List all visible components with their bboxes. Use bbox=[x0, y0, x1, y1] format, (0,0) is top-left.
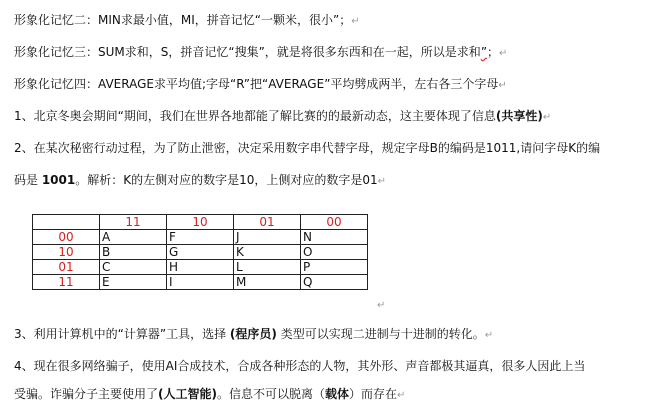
paragraph-mark: ↵ bbox=[484, 330, 494, 341]
row-code-cell: 11 bbox=[33, 275, 100, 290]
paragraph-mark: ↵ bbox=[377, 300, 386, 311]
column-code-cell: 11 bbox=[100, 215, 167, 230]
question-3 bbox=[14, 326, 493, 344]
column-code-cell: 00 bbox=[301, 215, 368, 230]
question-1 bbox=[14, 108, 551, 126]
column-code-cell: 01 bbox=[234, 215, 301, 230]
question-4 bbox=[14, 358, 585, 374]
answer-bold: (共享性) bbox=[495, 109, 543, 123]
question-2 bbox=[14, 140, 600, 156]
letter-cell: P bbox=[301, 260, 368, 275]
text-run: 类型可以实现二进制与十进制的转化。 bbox=[276, 327, 485, 341]
letter-cell: I bbox=[167, 275, 234, 290]
memory-line-sum bbox=[14, 44, 507, 62]
paragraph-mark: ↵ bbox=[397, 390, 406, 401]
table-corner-cell bbox=[33, 215, 100, 230]
text-run: ； bbox=[487, 45, 500, 59]
row-code-cell: 10 bbox=[33, 245, 100, 260]
paragraph-mark: ↵ bbox=[377, 176, 387, 187]
table-row bbox=[33, 260, 368, 275]
letter-cell: L bbox=[234, 260, 301, 275]
answer-bold: 1001 bbox=[41, 173, 76, 187]
question-2-answer bbox=[14, 172, 386, 190]
text-run: 4、现在很多网络骗子，使用AI合成技术，合成各种形态的人物，其外形、声音都极其逼真，很多人因此上当 bbox=[14, 359, 586, 373]
row-code-cell: 01 bbox=[33, 260, 100, 275]
letter-cell: J bbox=[234, 230, 301, 245]
text-run: 。解析：K的左侧对应的数字是10，上侧对应的数字是01 bbox=[75, 173, 378, 187]
text-run: 形象化记忆四：AVERAGE求平均值;字母“R”把“AVERAGE”平均劈成两半，左右各三个字母 bbox=[14, 77, 499, 91]
letter-cell: E bbox=[100, 275, 167, 290]
paragraph-mark: ↵ bbox=[351, 16, 360, 27]
text-run: 1、北京冬奥会期间“期间，我们在世界各地都能了解比赛的的最新动态，这主要体现了信息 bbox=[14, 109, 496, 123]
letter-cell: H bbox=[167, 260, 234, 275]
text-run: 3、利用计算机中的“计算器”工具，选择 bbox=[14, 327, 230, 341]
letter-cell: G bbox=[167, 245, 234, 260]
paragraph-mark: ↵ bbox=[542, 112, 552, 123]
text-run: 。信息不可以脱离（ bbox=[217, 387, 326, 401]
spellcheck-underline: ” bbox=[480, 45, 488, 59]
letter-code-table bbox=[32, 214, 368, 290]
letter-cell: K bbox=[234, 245, 301, 260]
letter-cell: A bbox=[100, 230, 167, 245]
letter-cell: B bbox=[100, 245, 167, 260]
text-run: ）而存在 bbox=[349, 387, 398, 401]
answer-bold: (程序员) bbox=[229, 327, 277, 341]
table-row bbox=[33, 230, 368, 245]
answer-bold: (人工智能) bbox=[158, 387, 217, 401]
table-header-row bbox=[33, 215, 368, 230]
text-run: 2、在某次秘密行动过程，为了防止泄密，决定采用数字串代替字母，规定字母B的编码是1011,请问字母K的编 bbox=[14, 141, 601, 155]
paragraph-mark: ↵ bbox=[499, 48, 508, 59]
letter-cell: N bbox=[301, 230, 368, 245]
question-4-answer bbox=[14, 386, 405, 404]
text-run: 码是 bbox=[14, 173, 42, 187]
column-code-cell: 10 bbox=[167, 215, 234, 230]
letter-cell: Q bbox=[301, 275, 368, 290]
memory-line-min bbox=[14, 12, 360, 30]
letter-cell: F bbox=[167, 230, 234, 245]
text-run: 受骗。诈骗分子主要使用了 bbox=[14, 387, 159, 401]
answer-bold: 载体 bbox=[325, 387, 350, 401]
paragraph-mark: ↵ bbox=[498, 80, 507, 91]
letter-cell: C bbox=[100, 260, 167, 275]
letter-cell: O bbox=[301, 245, 368, 260]
letter-cell: M bbox=[234, 275, 301, 290]
text-run: 形象化记忆三：SUM求和，S，拼音记忆“搜集”，就是将很多东西和在一起，所以是求和 bbox=[14, 45, 481, 59]
table-row bbox=[33, 245, 368, 260]
row-code-cell: 00 bbox=[33, 230, 100, 245]
text-run: 形象化记忆二：MIN求最小值，MI，拼音记忆“一颗米，很小”； bbox=[14, 13, 352, 27]
memory-line-average bbox=[14, 76, 507, 94]
table-row bbox=[33, 275, 368, 290]
